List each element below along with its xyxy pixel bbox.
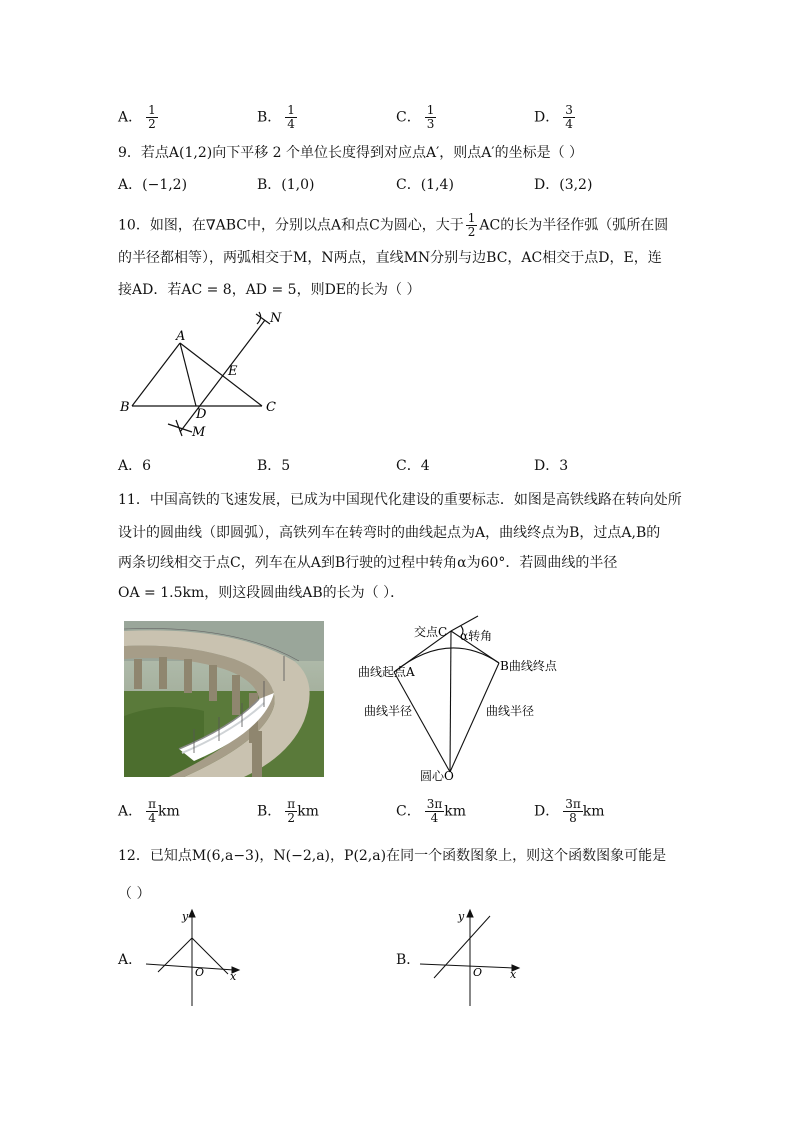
- denominator: 4: [287, 117, 295, 131]
- label-a: A: [176, 329, 186, 344]
- denominator: 2: [467, 225, 476, 239]
- q9-option-d: [534, 175, 592, 195]
- option-label: B．: [257, 177, 282, 193]
- q11-option-d: [534, 798, 605, 825]
- q11-stem-line1: 11．中国高铁的飞速发展，已成为中国现代化建设的重要标志．如图是高铁线路在转向处所: [118, 492, 682, 508]
- numerator: 1: [287, 103, 295, 117]
- option-label: D．: [534, 177, 560, 193]
- q10-stem-line1: [118, 212, 668, 239]
- option-label: A．: [118, 803, 143, 820]
- q11-option-c: [396, 798, 466, 825]
- q11-stem-line3: 两条切线相交于点C，列车在从A到B行驶的过程中转角α为60°．若圆曲线的半径: [118, 555, 618, 571]
- fraction: [425, 798, 445, 825]
- label-radius-right: 曲线半径: [486, 704, 535, 718]
- q12-stem-line2: （ ）: [118, 886, 151, 902]
- option-label: C．: [396, 803, 421, 820]
- option-label: A．: [118, 109, 143, 126]
- numerator: 1: [148, 103, 156, 117]
- option-label: A．: [118, 177, 143, 193]
- q10-triangle-figure: [110, 308, 310, 444]
- fraction: [563, 104, 575, 131]
- unit: km: [444, 803, 467, 820]
- label-m: M: [192, 425, 206, 440]
- q9-option-a: [118, 175, 187, 195]
- segment-co: [450, 631, 451, 772]
- q9-stem: 9．若点A(1,2)向下平移 2 个单位长度得到对应点A′，则点A′的坐标是（ ）: [118, 145, 584, 161]
- origin-label: O: [473, 966, 483, 979]
- q9-option-c: [396, 175, 454, 195]
- q11-curve-figure: [358, 614, 574, 784]
- label-curve-end: B曲线终点: [500, 659, 557, 673]
- q10-option-b: [257, 456, 290, 476]
- label-turn-angle: α转角: [460, 629, 493, 643]
- arc-m: [168, 420, 192, 436]
- radius-oa: [394, 672, 450, 772]
- option-label: B．: [257, 803, 282, 820]
- fraction: [285, 798, 297, 825]
- option-label: B．: [257, 109, 282, 126]
- high-speed-train-photo: [124, 621, 324, 777]
- fraction: [146, 104, 158, 131]
- option-text: (1,4): [420, 177, 454, 193]
- q12-graph-b: [418, 908, 528, 1008]
- q8-option-c: [396, 104, 436, 131]
- q11-stem-line4: OA = 1.5km，则这段圆曲线AB的长为（ ）．: [118, 585, 405, 601]
- label-c: C: [266, 400, 276, 415]
- option-text: (−1,2): [142, 177, 188, 193]
- label-b: B: [120, 400, 130, 415]
- unit: km: [158, 803, 180, 820]
- option-label: C．: [396, 177, 421, 193]
- denominator: 2: [287, 811, 296, 825]
- denominator: 3: [426, 117, 435, 131]
- option-label: D．: [534, 109, 560, 126]
- denominator: 4: [565, 117, 573, 131]
- stem-text: AC的长为半径作弧（弧所在圆: [479, 217, 669, 234]
- q10-option-d: [534, 456, 568, 476]
- x-label: x: [510, 968, 517, 981]
- option-text: (1,0): [281, 177, 315, 193]
- q10-stem-line3: 接AD．若AC = 8，AD = 5，则DE的长为（ ）: [118, 282, 421, 298]
- label-d: D: [196, 407, 207, 422]
- y-label: y: [182, 910, 189, 923]
- fraction: [563, 798, 583, 825]
- option-label: C．: [396, 458, 421, 474]
- q8-option-a: [118, 104, 158, 131]
- option-text: (3,2): [559, 177, 593, 193]
- label-e: E: [228, 364, 238, 379]
- q12-option-b-label: B．: [396, 952, 421, 968]
- option-label: A．: [118, 458, 143, 474]
- unit: km: [582, 803, 605, 820]
- numerator: 1: [426, 103, 435, 117]
- numerator: π: [287, 797, 296, 811]
- q11-option-a: [118, 798, 180, 825]
- denominator: 2: [148, 117, 156, 131]
- line-mn: [180, 320, 265, 432]
- label-radius-left: 曲线半径: [364, 704, 413, 718]
- fraction: [466, 212, 478, 239]
- q9-option-b: [257, 175, 315, 195]
- q12-graph-a: [140, 908, 250, 1008]
- numerator: 3π: [426, 797, 443, 811]
- fraction: [425, 104, 437, 131]
- x-axis: [420, 964, 514, 968]
- option-label: B．: [257, 458, 282, 474]
- q11-option-b: [257, 798, 319, 825]
- q10-option-c: [396, 456, 430, 476]
- origin-label: O: [195, 966, 205, 979]
- numerator: 3π: [565, 797, 581, 811]
- option-label: D．: [534, 458, 560, 474]
- y-label: y: [458, 910, 465, 923]
- label-n: N: [270, 311, 282, 326]
- option-text: 6: [142, 458, 152, 474]
- option-label: D．: [534, 803, 560, 820]
- numerator: π: [148, 797, 157, 811]
- x-label: x: [230, 970, 237, 983]
- y-axis-arrow: [189, 910, 195, 917]
- y-axis-arrow: [467, 910, 473, 917]
- q11-stem-line2: 设计的圆曲线（即圆弧），高铁列车在转弯时的曲线起点为A，曲线终点为B，过点A,B的: [118, 525, 661, 541]
- unit: km: [297, 803, 319, 820]
- numerator: 3: [565, 103, 573, 117]
- option-label: C．: [396, 109, 421, 126]
- segment-ab: [132, 343, 180, 406]
- stem-text: 10．如图，在∇ABC中，分别以点A和点C为圆心，大于: [118, 217, 464, 234]
- option-text: 3: [559, 458, 569, 474]
- q8-option-d: [534, 104, 575, 131]
- q10-stem-line2: 的半径都相等），两弧相交于M，N两点，直线MN分别与边BC，AC相交于点D，E，连: [118, 250, 662, 266]
- label-curve-start: 曲线起点A: [358, 665, 415, 679]
- segment-ad: [180, 343, 196, 406]
- denominator: 4: [148, 811, 156, 825]
- denominator: 4: [430, 811, 439, 825]
- q10-option-a: [118, 456, 151, 476]
- segment-ac: [180, 343, 262, 406]
- fraction: [146, 798, 158, 825]
- option-text: 4: [420, 458, 430, 474]
- q12-stem-line1: 12．已知点M(6,a−3)，N(−2,a)，P(2,a)在同一个函数图象上，则这个函数图象可能是: [118, 848, 667, 864]
- q12-option-a-label: A．: [118, 952, 143, 968]
- fraction: [285, 104, 297, 131]
- numerator: 1: [467, 211, 476, 225]
- label-intersection-c: 交点C: [414, 625, 448, 639]
- q8-option-b: [257, 104, 297, 131]
- option-text: 5: [281, 458, 291, 474]
- denominator: 8: [569, 811, 577, 825]
- label-center-o: 圆心O: [420, 769, 454, 783]
